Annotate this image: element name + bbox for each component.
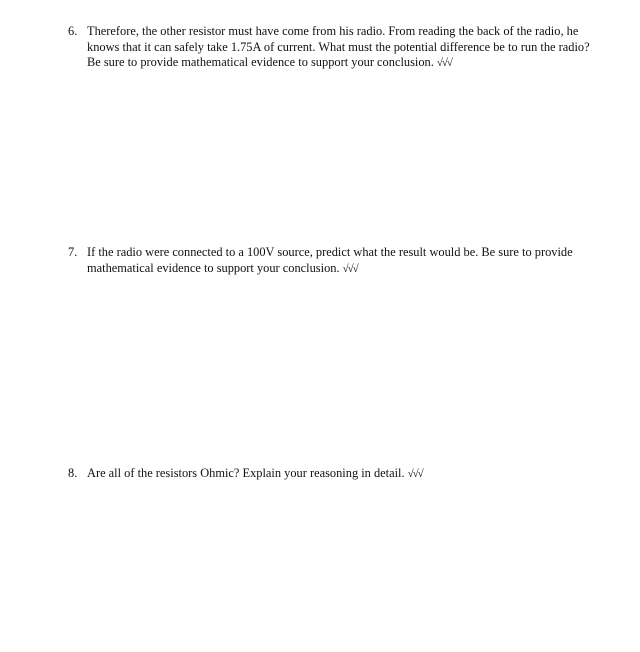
question-text: If the radio were connected to a 100V source, predict what the result would be. Be sure to provide mathematical evidence to support your conclusion. [87,245,573,275]
question-6 [68,24,594,72]
question-number: 7. [68,245,78,259]
question-text: Are all of the resistors Ohmic? Explain your reasoning in detail. [87,466,405,480]
question-text: Therefore, the other resistor must have come from his radio. From reading the back of the radio, he knows that it can safely take 1.75A of current. What must the potential difference be to run the radio? Be sure to provide mathematical evidence to support your conclusion. [87,24,590,69]
question-8 [68,466,594,483]
checkmark-icon: √√√ [407,468,423,480]
question-number: 6. [68,24,78,38]
checkmark-icon: √√√ [436,57,452,69]
question-7 [68,245,594,277]
question-number: 8. [68,466,78,480]
checkmark-icon: √√√ [342,262,358,275]
